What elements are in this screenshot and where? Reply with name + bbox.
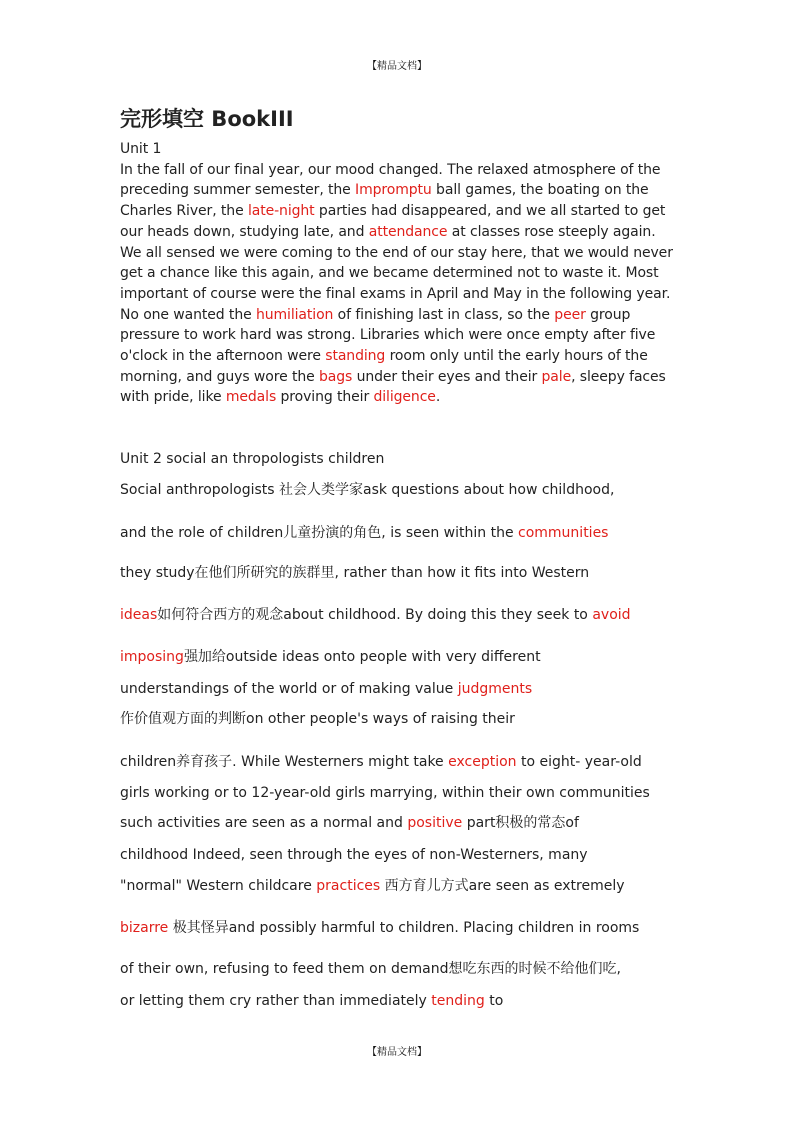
line-text: children养育孩子. While Westerners might take <box>120 754 449 770</box>
paragraph-text: of finishing last in class, so the <box>333 306 555 323</box>
unit2-label: Unit 2 social an thropologists children <box>120 451 385 467</box>
text-line <box>120 959 690 979</box>
unit1-label: Unit 1 <box>120 141 162 157</box>
line-text: 极其怪异and possibly harmful to children. Placing children in rooms <box>168 920 640 936</box>
highlighted-word: positive <box>407 815 463 831</box>
highlighted-word: attendance <box>368 223 448 240</box>
paragraph-text: . <box>435 389 441 406</box>
document-title: 完形填空 BookIII <box>120 107 294 131</box>
paragraph-text: ball games, the boating on the Charles River, the <box>120 182 649 220</box>
text-line <box>120 523 690 543</box>
text-line <box>120 679 690 699</box>
highlighted-word: bizarre <box>120 920 169 936</box>
text-line <box>120 752 690 772</box>
text-line <box>120 991 690 1011</box>
text-line <box>120 876 690 896</box>
line-text: "normal" Western childcare <box>120 878 317 894</box>
line-text: part积极的常态of <box>462 815 579 831</box>
highlighted-word: avoid <box>592 607 631 623</box>
page-footer: 【精品文档】 <box>367 1047 427 1058</box>
line-text: they study在他们所研究的族群里, rather than how it fits into Western <box>120 565 590 581</box>
line-text: or letting them cry rather than immediately <box>120 993 432 1009</box>
highlighted-word: practices <box>316 878 381 894</box>
highlighted-word: peer <box>554 306 586 323</box>
highlighted-word: judgments <box>457 681 533 697</box>
text-line <box>120 709 690 729</box>
line-text: such activities are seen as a normal and <box>120 815 408 831</box>
highlighted-word: Impromptu <box>355 182 432 199</box>
highlighted-word: tending <box>431 993 485 1009</box>
paragraph-text: room only until the early hours of the morning, and guys wore the <box>120 348 648 385</box>
highlighted-word: communities <box>518 525 609 541</box>
paragraph-text: at classes rose steeply again. We all sensed we were coming to the end of our stay here, that we would never get a chance like this again, and we became determined not to waste it. Most important of course were the final exams in April and May in the following year. No one wanted the <box>120 223 673 323</box>
highlighted-word: pale <box>541 368 572 385</box>
text-line <box>120 813 690 833</box>
text-line <box>120 480 690 500</box>
paragraph-text: In the fall of our final year, our mood changed. The relaxed atmosphere of the preceding summer semester, the <box>120 161 661 199</box>
paragraph-text: , sleepy faces with pride, like <box>120 368 666 406</box>
page-header: 【精品文档】 <box>367 61 427 72</box>
line-text: childhood Indeed, seen through the eyes of non-Westerners, many <box>120 847 588 863</box>
text-line <box>120 647 690 667</box>
highlighted-word: diligence <box>373 389 436 406</box>
highlighted-word: exception <box>448 754 517 770</box>
paragraph-text: parties had disappeared, and we all started to get our heads down, studying late, and <box>120 203 666 240</box>
line-text: to <box>484 993 504 1009</box>
line-text: 作价值观方面的判断on other people's ways of raising their <box>120 711 515 727</box>
text-line <box>120 918 690 938</box>
line-text: girls working or to 12-year-old girls marrying, within their own communities <box>120 785 650 801</box>
text-line <box>120 783 690 803</box>
highlighted-word: humiliation <box>255 306 334 323</box>
unit1-paragraph <box>120 160 680 408</box>
paragraph-text: group pressure to work hard was strong. Libraries which were once empty after five o'clock in the afternoon were <box>120 306 656 365</box>
text-line <box>120 563 690 583</box>
highlighted-word: ideas <box>120 607 158 623</box>
line-text: understandings of the world or of making value <box>120 681 458 697</box>
text-line <box>120 845 690 865</box>
highlighted-word: standing <box>325 348 386 365</box>
paragraph-text: under their eyes and their <box>352 368 542 385</box>
highlighted-word: medals <box>225 389 277 406</box>
line-text: of their own, refusing to feed them on demand想吃东西的时候不给他们吃, <box>120 961 621 977</box>
highlighted-word: bags <box>318 368 353 385</box>
line-text: 西方育儿方式are seen as extremely <box>380 878 625 894</box>
line-text: and the role of children儿童扮演的角色, is seen within the <box>120 525 519 541</box>
line-text: Social anthropologists 社会人类学家ask questions about how childhood, <box>120 482 615 498</box>
paragraph-text: proving their <box>276 389 374 406</box>
line-text: 强加给outside ideas onto people with very different <box>183 649 541 665</box>
highlighted-word: late-night <box>247 203 315 220</box>
unit1-section <box>120 139 680 408</box>
highlighted-word: imposing <box>120 649 184 665</box>
line-text: to eight- year-old <box>516 754 642 770</box>
text-line <box>120 605 690 625</box>
line-text: 如何符合西方的观念about childhood. By doing this they seek to <box>157 607 593 623</box>
